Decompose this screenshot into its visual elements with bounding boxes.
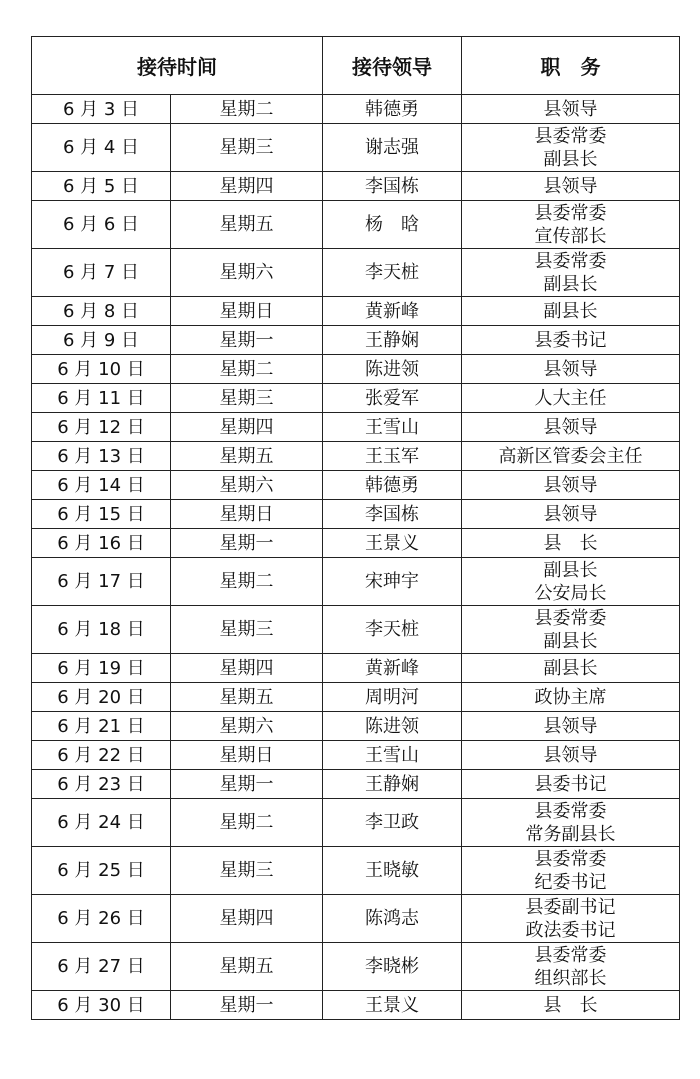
date-cell: 6 月 16 日 bbox=[32, 529, 171, 558]
position-cell: 政协主席 bbox=[462, 683, 680, 712]
leader-cell: 王雪山 bbox=[323, 413, 462, 442]
position-cell: 县委书记 bbox=[462, 326, 680, 355]
leader-cell: 李国栋 bbox=[323, 172, 462, 201]
date-cell: 6 月 30 日 bbox=[32, 991, 171, 1020]
position-cell: 县领导 bbox=[462, 471, 680, 500]
table-body bbox=[32, 95, 680, 1020]
date-cell: 6 月 26 日 bbox=[32, 895, 171, 943]
position-cell: 县委副书记 政法委书记 bbox=[462, 895, 680, 943]
weekday-cell: 星期三 bbox=[171, 384, 323, 413]
leader-cell: 黄新峰 bbox=[323, 654, 462, 683]
weekday-cell: 星期一 bbox=[171, 770, 323, 799]
position-cell: 县领导 bbox=[462, 172, 680, 201]
leader-cell: 陈进领 bbox=[323, 712, 462, 741]
leader-cell: 陈进领 bbox=[323, 355, 462, 384]
weekday-cell: 星期五 bbox=[171, 943, 323, 991]
position-cell: 县委常委 副县长 bbox=[462, 249, 680, 297]
table-row bbox=[32, 529, 680, 558]
leader-cell: 李晓彬 bbox=[323, 943, 462, 991]
date-cell: 6 月 25 日 bbox=[32, 847, 171, 895]
leader-cell: 李天桩 bbox=[323, 249, 462, 297]
position-cell: 县 长 bbox=[462, 529, 680, 558]
date-cell: 6 月 9 日 bbox=[32, 326, 171, 355]
leader-cell: 王雪山 bbox=[323, 741, 462, 770]
date-cell: 6 月 3 日 bbox=[32, 95, 171, 124]
leader-cell: 王晓敏 bbox=[323, 847, 462, 895]
leader-cell: 李卫政 bbox=[323, 799, 462, 847]
leader-cell: 陈鸿志 bbox=[323, 895, 462, 943]
table-row bbox=[32, 326, 680, 355]
date-cell: 6 月 20 日 bbox=[32, 683, 171, 712]
table-row bbox=[32, 95, 680, 124]
table-header bbox=[32, 37, 680, 95]
header-position: 职 务 bbox=[462, 37, 680, 95]
table-row bbox=[32, 355, 680, 384]
table-row bbox=[32, 683, 680, 712]
date-cell: 6 月 7 日 bbox=[32, 249, 171, 297]
table-row bbox=[32, 471, 680, 500]
table-row bbox=[32, 712, 680, 741]
date-cell: 6 月 13 日 bbox=[32, 442, 171, 471]
table-row bbox=[32, 558, 680, 606]
position-cell: 县领导 bbox=[462, 500, 680, 529]
position-cell: 副县长 公安局长 bbox=[462, 558, 680, 606]
weekday-cell: 星期四 bbox=[171, 654, 323, 683]
position-cell: 县领导 bbox=[462, 95, 680, 124]
header-reception-leader: 接待领导 bbox=[323, 37, 462, 95]
date-cell: 6 月 21 日 bbox=[32, 712, 171, 741]
position-cell: 县委常委 常务副县长 bbox=[462, 799, 680, 847]
date-cell: 6 月 14 日 bbox=[32, 471, 171, 500]
table-row bbox=[32, 500, 680, 529]
table-row bbox=[32, 413, 680, 442]
date-cell: 6 月 18 日 bbox=[32, 606, 171, 654]
weekday-cell: 星期二 bbox=[171, 355, 323, 384]
weekday-cell: 星期四 bbox=[171, 895, 323, 943]
weekday-cell: 星期三 bbox=[171, 124, 323, 172]
position-cell: 县领导 bbox=[462, 741, 680, 770]
date-cell: 6 月 8 日 bbox=[32, 297, 171, 326]
reception-schedule-table bbox=[31, 36, 680, 1020]
weekday-cell: 星期日 bbox=[171, 741, 323, 770]
table-row bbox=[32, 606, 680, 654]
weekday-cell: 星期二 bbox=[171, 799, 323, 847]
table-row bbox=[32, 741, 680, 770]
date-cell: 6 月 4 日 bbox=[32, 124, 171, 172]
table-row bbox=[32, 172, 680, 201]
date-cell: 6 月 19 日 bbox=[32, 654, 171, 683]
table-row bbox=[32, 895, 680, 943]
date-cell: 6 月 15 日 bbox=[32, 500, 171, 529]
weekday-cell: 星期六 bbox=[171, 471, 323, 500]
leader-cell: 宋珅宇 bbox=[323, 558, 462, 606]
position-cell: 高新区管委会主任 bbox=[462, 442, 680, 471]
table-row bbox=[32, 442, 680, 471]
position-cell: 县委常委 宣传部长 bbox=[462, 201, 680, 249]
table-row bbox=[32, 943, 680, 991]
weekday-cell: 星期五 bbox=[171, 201, 323, 249]
position-cell: 县委书记 bbox=[462, 770, 680, 799]
weekday-cell: 星期五 bbox=[171, 442, 323, 471]
position-cell: 县委常委 组织部长 bbox=[462, 943, 680, 991]
weekday-cell: 星期三 bbox=[171, 847, 323, 895]
date-cell: 6 月 12 日 bbox=[32, 413, 171, 442]
table-row bbox=[32, 124, 680, 172]
weekday-cell: 星期六 bbox=[171, 249, 323, 297]
leader-cell: 王静娴 bbox=[323, 770, 462, 799]
table-row bbox=[32, 201, 680, 249]
table-row bbox=[32, 799, 680, 847]
table-row bbox=[32, 654, 680, 683]
table-row bbox=[32, 770, 680, 799]
date-cell: 6 月 11 日 bbox=[32, 384, 171, 413]
weekday-cell: 星期一 bbox=[171, 991, 323, 1020]
date-cell: 6 月 17 日 bbox=[32, 558, 171, 606]
leader-cell: 王景义 bbox=[323, 529, 462, 558]
date-cell: 6 月 24 日 bbox=[32, 799, 171, 847]
weekday-cell: 星期四 bbox=[171, 413, 323, 442]
position-cell: 县 长 bbox=[462, 991, 680, 1020]
position-cell: 副县长 bbox=[462, 654, 680, 683]
weekday-cell: 星期五 bbox=[171, 683, 323, 712]
leader-cell: 张爱军 bbox=[323, 384, 462, 413]
table-row bbox=[32, 384, 680, 413]
weekday-cell: 星期四 bbox=[171, 172, 323, 201]
leader-cell: 王静娴 bbox=[323, 326, 462, 355]
date-cell: 6 月 6 日 bbox=[32, 201, 171, 249]
weekday-cell: 星期二 bbox=[171, 95, 323, 124]
weekday-cell: 星期二 bbox=[171, 558, 323, 606]
date-cell: 6 月 23 日 bbox=[32, 770, 171, 799]
date-cell: 6 月 27 日 bbox=[32, 943, 171, 991]
table-row bbox=[32, 297, 680, 326]
leader-cell: 黄新峰 bbox=[323, 297, 462, 326]
table-row bbox=[32, 249, 680, 297]
position-cell: 县委常委 副县长 bbox=[462, 606, 680, 654]
date-cell: 6 月 22 日 bbox=[32, 741, 171, 770]
leader-cell: 周明河 bbox=[323, 683, 462, 712]
position-cell: 人大主任 bbox=[462, 384, 680, 413]
position-cell: 县领导 bbox=[462, 413, 680, 442]
weekday-cell: 星期一 bbox=[171, 529, 323, 558]
position-cell: 县委常委 纪委书记 bbox=[462, 847, 680, 895]
position-cell: 县领导 bbox=[462, 355, 680, 384]
weekday-cell: 星期日 bbox=[171, 500, 323, 529]
position-cell: 县领导 bbox=[462, 712, 680, 741]
header-reception-time: 接待时间 bbox=[32, 37, 323, 95]
weekday-cell: 星期六 bbox=[171, 712, 323, 741]
leader-cell: 韩德勇 bbox=[323, 95, 462, 124]
table-row bbox=[32, 991, 680, 1020]
leader-cell: 谢志强 bbox=[323, 124, 462, 172]
leader-cell: 李天桩 bbox=[323, 606, 462, 654]
leader-cell: 王玉军 bbox=[323, 442, 462, 471]
leader-cell: 王景义 bbox=[323, 991, 462, 1020]
weekday-cell: 星期一 bbox=[171, 326, 323, 355]
weekday-cell: 星期三 bbox=[171, 606, 323, 654]
position-cell: 县委常委 副县长 bbox=[462, 124, 680, 172]
position-cell: 副县长 bbox=[462, 297, 680, 326]
weekday-cell: 星期日 bbox=[171, 297, 323, 326]
date-cell: 6 月 10 日 bbox=[32, 355, 171, 384]
leader-cell: 杨 晗 bbox=[323, 201, 462, 249]
leader-cell: 韩德勇 bbox=[323, 471, 462, 500]
date-cell: 6 月 5 日 bbox=[32, 172, 171, 201]
leader-cell: 李国栋 bbox=[323, 500, 462, 529]
table-row bbox=[32, 847, 680, 895]
